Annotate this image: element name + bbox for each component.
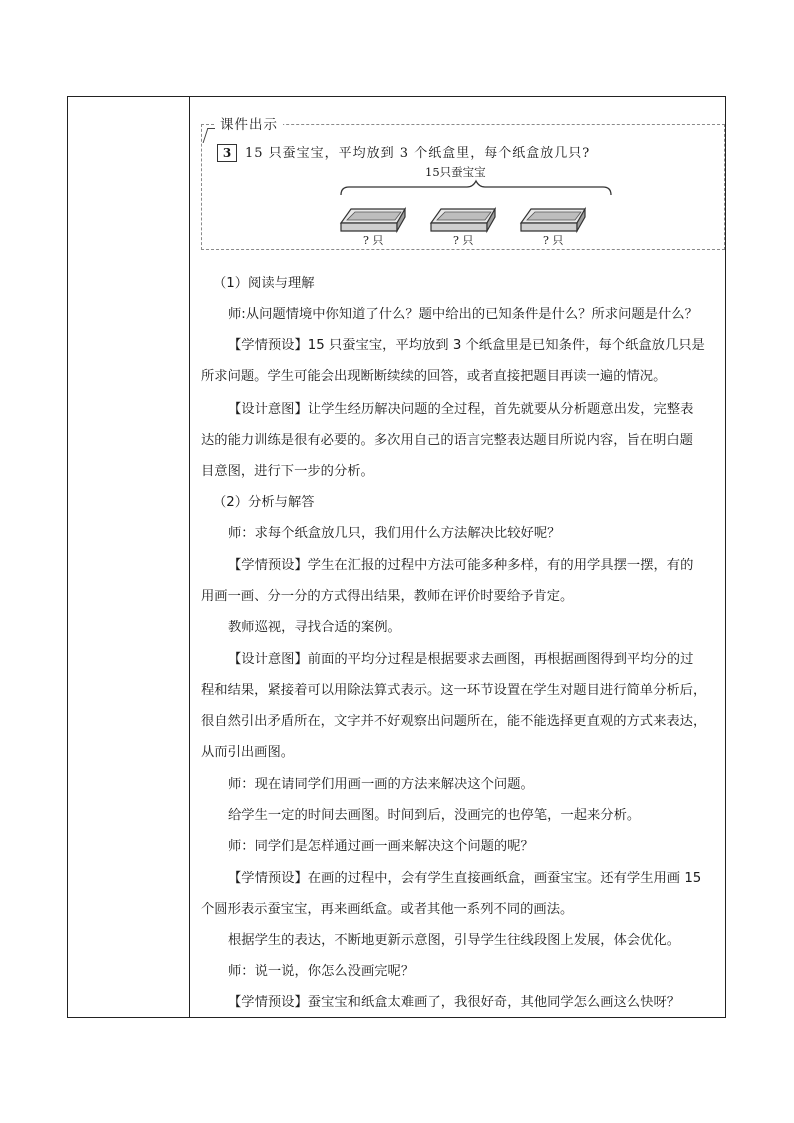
question-number: 3 [217,144,237,162]
brace-icon [341,181,611,195]
paragraph: 所求问题。学生可能会出现断断续续的回答，或者直接把题目再读一遍的情况。 [201,369,667,384]
paragraph: 从而引出画图。 [201,745,295,760]
paragraph: 师：说一说，你怎么没画完呢？ [228,964,415,979]
lesson-content [201,97,721,1017]
box-label-2: ? 只 [453,234,474,247]
box-label-3: ? 只 [543,234,564,247]
paragraph: 【学情预设】学生在汇报的过程中方法可能多种多样，有的用学具摆一摆，有的 [228,558,694,573]
lesson-table [67,96,726,1018]
paragraph: 教师巡视，寻找合适的案例。 [228,620,401,635]
paper-box-icon [341,209,405,231]
paragraph: 程和结果，紧接着可以用除法算式表示。这一环节设置在学生对题目进行简单分析后， [201,683,707,698]
box-label-1: ? 只 [363,234,384,247]
paragraph: 【学情预设】15 只蚕宝宝，平均放到 3 个纸盒里是已知条件，每个纸盒放几只是 [228,338,705,353]
column-divider [189,97,190,1017]
paragraph: 师:从问题情境中你知道了什么？题中给出的已知条件是什么？所求问题是什么？ [228,307,698,322]
paragraph: 给学生一定的时间去画图。时间到后，没画完的也停笔，一起来分析。 [228,808,641,823]
paragraph: 根据学生的表达，不断地更新示意图，引导学生往线段图上发展，体会优化。 [228,933,681,948]
paragraph: 师：现在请同学们用画一画的方法来解决这个问题。 [228,777,534,792]
section-heading-reading: （1）阅读与理解 [213,276,315,291]
paper-box-icon [521,209,585,231]
paragraph: 师：同学们是怎样通过画一画来解决这个问题的呢？ [228,839,534,854]
brace-label: 15只蚕宝宝 [425,165,486,179]
paragraph: 达的能力训练是很有必要的。多次用自己的语言完整表达题目所说内容，旨在明白题 [201,433,693,448]
paragraph: 【设计意图】前面的平均分过程是根据要求去画图，再根据画图得到平均分的过 [228,652,694,667]
question-text: 15 只蚕宝宝，平均放到 3 个纸盒里，每个纸盒放几只? [245,146,591,161]
paragraph: 【学情预设】在画的过程中，会有学生直接画纸盒，画蚕宝宝。还有学生用画 15 [228,871,702,886]
paragraph: 用画一画、分一分的方式得出结果，教师在评价时要给予肯定。 [201,589,574,604]
paragraph: 【设计意图】让学生经历解决问题的全过程，首先就要从分析题意出发，完整表 [228,402,694,417]
section-heading-analysis: （2）分析与解答 [213,495,315,510]
courseware-tab-title: 课件出示 [215,113,283,133]
paragraph: 目意图，进行下一步的分析。 [201,464,374,479]
paragraph: 【学情预设】蚕宝宝和纸盒太难画了，我很好奇，其他同学怎么画这么快呀？ [228,995,681,1010]
paragraph: 个圆形表示蚕宝宝，再来画纸盒。或者其他一系列不同的画法。 [201,902,574,917]
paragraph: 很自然引出矛盾所在，文字并不好观察出问题所在，能不能选择更直观的方式来表达， [201,714,707,729]
paper-box-icon [431,209,495,231]
paragraph: 师：求每个纸盒放几只，我们用什么方法解决比较好呢？ [228,526,561,541]
